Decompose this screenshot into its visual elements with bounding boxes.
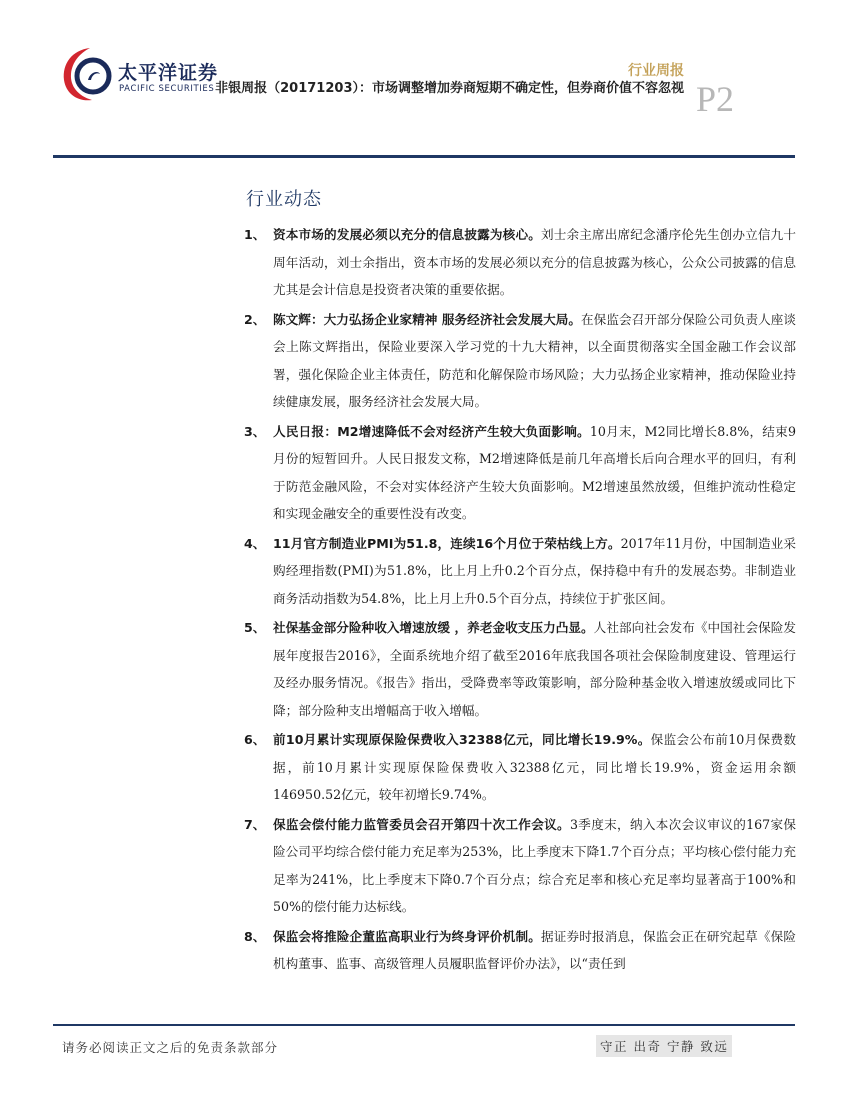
news-body: 据证券时报消息，保监会正在研究起草《保险机构董事、监事、高级管理人员履职监督评价办法》，以“责任到: [273, 928, 797, 971]
news-headline: 资本市场的发展必须以充分的信息披露为核心。: [273, 227, 541, 242]
news-number: 7、: [244, 816, 266, 832]
news-item: [244, 811, 796, 921]
section-title: 行业动态: [246, 189, 322, 210]
logo-name-en: PACIFIC SECURITIES: [119, 84, 215, 94]
news-body: 人社部向社会发布《中国社会保险发展年度报告2016》，全面系统地介绍了截至2016年底我国各项社会保险制度建设、管理运行及经办服务情况。《报告》指出，受降费率等政策影响，部分险种基金收入增速放缓或同比下降；部分险种支出增幅高于收入增幅。: [273, 620, 797, 718]
news-item: [244, 306, 796, 416]
news-body: 3季度末，纳入本次会议审议的167家保险公司平均综合偿付能力充足率为253%，比上季度末下降1.7个百分点；平均核心偿付能力充足率为241%，比上季度末下降0.7个百分点；综合充足率和核心充足率均显著高于100%和50%的偿付能力达标线。: [273, 816, 797, 914]
news-number: 2、: [244, 311, 266, 327]
news-body: 10月末，M2同比增长8.8%，结束9月份的短暂回升。人民日报发文称，M2增速降低是前几年高增长后向合理水平的回归，有利于防范金融风险，不会对实体经济产生较大负面影响。M2增速虽然放缓，但维护流动性稳定和实现金融安全的重要性没有改变。: [273, 423, 796, 521]
footer-motto: 守正 出奇 宁静 致远: [596, 1035, 732, 1057]
news-item: [244, 221, 796, 304]
news-headline: 人民日报：M2增速降低不会对经济产生较大负面影响。: [273, 423, 590, 439]
news-body: 在保监会召开部分保险公司负责人座谈会上陈文辉指出，保险业要深入学习党的十九大精神，以全面贯彻落实全国金融工作会议部署，强化保险企业主体责任，防范和化解保险市场风险；大力弘扬企业家精神，推动保险业持续健康发展，服务经济社会发展大局。: [273, 311, 797, 409]
news-number: 4、: [244, 535, 266, 551]
news-number: 5、: [244, 620, 266, 635]
news-item: [244, 530, 796, 613]
news-headline: 保监会偿付能力监管委员会召开第四十次工作会议。: [273, 816, 570, 832]
news-number: 1、: [244, 227, 266, 242]
news-headline: 陈文辉：大力弘扬企业家精神 服务经济社会发展大局。: [273, 311, 582, 327]
header-divider: [53, 155, 795, 158]
news-body: 2017年11月份，中国制造业采购经理指数(PMI)为51.8%，比上月上升0.2个百分点，保持稳中有升的发展态势。非制造业商务活动指数为54.8%，比上月上升0.5个百分点，持续位于扩张区间。: [273, 535, 796, 606]
pacific-securities-logo-icon: [60, 44, 116, 104]
news-number: 3、: [244, 423, 266, 439]
report-title: 非银周报（20171203）：市场调整增加券商短期不确定性，但券商价值不容忽视: [215, 81, 684, 96]
news-body: 保监会公布前10月保费数据，前10月累计实现原保险保费收入32388亿元，同比增长19.9%，资金运用余额146950.52亿元，较年初增长9.74%。: [273, 732, 796, 802]
news-item: [244, 614, 796, 724]
footer-disclaimer: 请务必阅读正文之后的免责条款部分: [62, 1040, 279, 1055]
report-type: 行业周报: [628, 63, 684, 79]
news-headline: 11月官方制造业PMI为51.8，连续16个月位于荣枯线上方。: [273, 535, 621, 551]
page-number: P2: [696, 79, 735, 119]
news-headline: 社保基金部分险种收入增速放缓 ，养老金收支压力凸显。: [273, 620, 594, 635]
news-item: [244, 418, 796, 528]
footer-divider: [53, 1024, 795, 1026]
news-number: 8、: [244, 928, 266, 944]
news-item: [244, 923, 796, 978]
news-body: 刘士余主席出席纪念潘序伦先生创办立信九十周年活动，刘士余指出，资本市场的发展必须以充分的信息披露为核心，公众公司披露的信息尤其是会计信息是投资者决策的重要依据。: [273, 227, 797, 297]
news-headline: 保监会将推险企董监高职业行为终身评价机制。: [273, 928, 541, 944]
logo-name-cn: 太平洋证券: [118, 62, 219, 84]
news-headline: 前10月累计实现原保险保费收入32388亿元，同比增长19.9%。: [273, 732, 651, 747]
news-item: [244, 726, 796, 809]
news-number: 6、: [244, 732, 266, 747]
news-list: [244, 221, 796, 980]
